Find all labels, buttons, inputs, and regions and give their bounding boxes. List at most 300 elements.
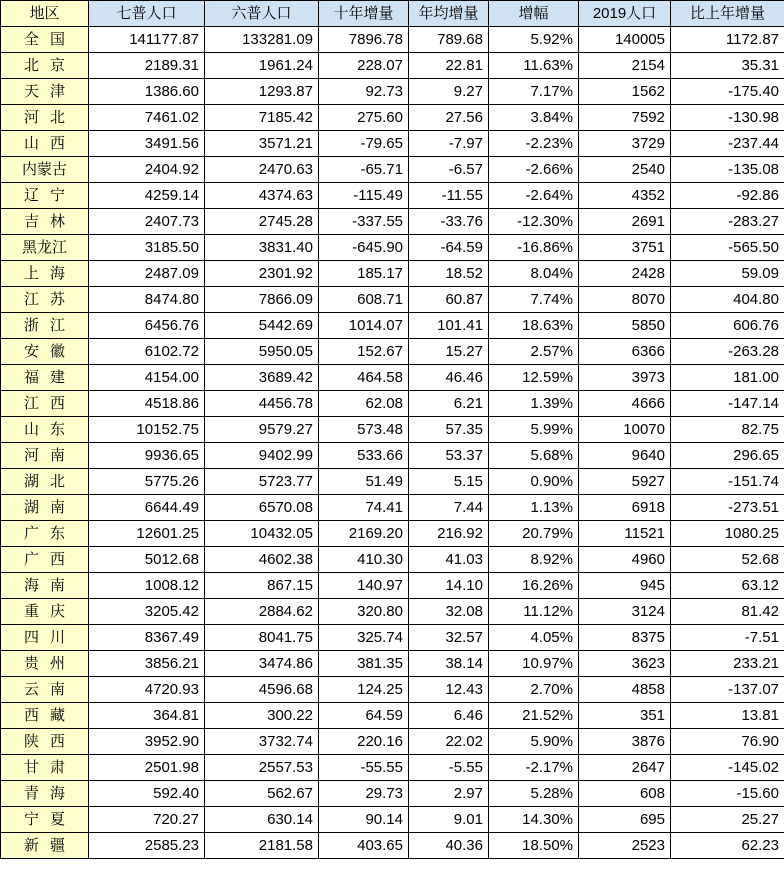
cell-census6: 4456.78 xyxy=(205,391,319,417)
cell-census6: 9579.27 xyxy=(205,417,319,443)
table-row xyxy=(1,27,784,53)
cell-ten-year-increase: 90.14 xyxy=(319,807,409,833)
cell-census6: 133281.09 xyxy=(205,27,319,53)
cell-growth-rate: 21.52% xyxy=(489,703,579,729)
cell-population-2019: 3876 xyxy=(579,729,671,755)
cell-growth-rate: -16.86% xyxy=(489,235,579,261)
region-name-cell xyxy=(1,209,89,235)
cell-ten-year-increase: 1014.07 xyxy=(319,313,409,339)
table-row xyxy=(1,521,784,547)
cell-increase-over-last-year: 63.12 xyxy=(671,573,784,599)
cell-annual-average-increase: 5.15 xyxy=(409,469,489,495)
cell-census6: 7185.42 xyxy=(205,105,319,131)
region-name-cell xyxy=(1,703,89,729)
region-name-text: 福 建 xyxy=(24,369,65,386)
cell-annual-average-increase: -5.55 xyxy=(409,755,489,781)
region-name-text: 浙 江 xyxy=(24,317,65,334)
cell-growth-rate: 20.79% xyxy=(489,521,579,547)
table-row xyxy=(1,833,784,859)
cell-increase-over-last-year: -137.07 xyxy=(671,677,784,703)
region-name-cell xyxy=(1,79,89,105)
table-row xyxy=(1,261,784,287)
cell-annual-average-increase: 9.01 xyxy=(409,807,489,833)
cell-ten-year-increase: -115.49 xyxy=(319,183,409,209)
column-header-growth-rate: 增幅 xyxy=(489,1,579,27)
cell-census7: 12601.25 xyxy=(89,521,205,547)
region-name-cell xyxy=(1,391,89,417)
cell-increase-over-last-year: -145.02 xyxy=(671,755,784,781)
region-name-cell xyxy=(1,53,89,79)
cell-population-2019: 5850 xyxy=(579,313,671,339)
cell-annual-average-increase: 6.46 xyxy=(409,703,489,729)
cell-growth-rate: 5.28% xyxy=(489,781,579,807)
cell-increase-over-last-year: 59.09 xyxy=(671,261,784,287)
region-name-text: 黑龙江 xyxy=(22,239,68,256)
cell-census6: 867.15 xyxy=(205,573,319,599)
cell-annual-average-increase: 18.52 xyxy=(409,261,489,287)
cell-census6: 2745.28 xyxy=(205,209,319,235)
region-name-cell xyxy=(1,599,89,625)
cell-ten-year-increase: 152.67 xyxy=(319,339,409,365)
cell-population-2019: 3623 xyxy=(579,651,671,677)
cell-ten-year-increase: -65.71 xyxy=(319,157,409,183)
cell-annual-average-increase: 27.56 xyxy=(409,105,489,131)
table-row xyxy=(1,495,784,521)
cell-growth-rate: 11.63% xyxy=(489,53,579,79)
table-row xyxy=(1,365,784,391)
cell-annual-average-increase: -6.57 xyxy=(409,157,489,183)
cell-increase-over-last-year: 76.90 xyxy=(671,729,784,755)
table-row xyxy=(1,443,784,469)
region-name-text: 河 北 xyxy=(24,109,65,126)
cell-ten-year-increase: 64.59 xyxy=(319,703,409,729)
table-row xyxy=(1,417,784,443)
column-header-census7: 七普人口 xyxy=(89,1,205,27)
region-name-text: 宁 夏 xyxy=(24,811,65,828)
cell-increase-over-last-year: -263.28 xyxy=(671,339,784,365)
cell-increase-over-last-year: -273.51 xyxy=(671,495,784,521)
cell-annual-average-increase: 14.10 xyxy=(409,573,489,599)
cell-census6: 4602.38 xyxy=(205,547,319,573)
region-name-cell xyxy=(1,729,89,755)
cell-ten-year-increase: 62.08 xyxy=(319,391,409,417)
cell-annual-average-increase: -33.76 xyxy=(409,209,489,235)
cell-annual-average-increase: 22.81 xyxy=(409,53,489,79)
cell-census7: 7461.02 xyxy=(89,105,205,131)
cell-census7: 6456.76 xyxy=(89,313,205,339)
cell-ten-year-increase: 403.65 xyxy=(319,833,409,859)
region-name-text: 新 疆 xyxy=(24,837,65,854)
region-name-text: 辽 宁 xyxy=(24,187,65,204)
cell-population-2019: 3124 xyxy=(579,599,671,625)
cell-ten-year-increase: 51.49 xyxy=(319,469,409,495)
cell-annual-average-increase: 32.57 xyxy=(409,625,489,651)
cell-growth-rate: -2.23% xyxy=(489,131,579,157)
cell-ten-year-increase: -337.55 xyxy=(319,209,409,235)
table-row xyxy=(1,339,784,365)
cell-annual-average-increase: 41.03 xyxy=(409,547,489,573)
cell-growth-rate: 1.39% xyxy=(489,391,579,417)
region-name-text: 天 津 xyxy=(24,83,65,100)
cell-growth-rate: 8.04% xyxy=(489,261,579,287)
cell-population-2019: 8375 xyxy=(579,625,671,651)
cell-census7: 2501.98 xyxy=(89,755,205,781)
region-name-text: 内蒙古 xyxy=(22,161,68,178)
cell-annual-average-increase: 7.44 xyxy=(409,495,489,521)
cell-growth-rate: 5.92% xyxy=(489,27,579,53)
cell-ten-year-increase: 275.60 xyxy=(319,105,409,131)
region-name-text: 云 南 xyxy=(24,681,65,698)
cell-annual-average-increase: 22.02 xyxy=(409,729,489,755)
table-body xyxy=(1,27,784,859)
cell-growth-rate: 11.12% xyxy=(489,599,579,625)
cell-census7: 592.40 xyxy=(89,781,205,807)
table-row xyxy=(1,313,784,339)
cell-population-2019: 351 xyxy=(579,703,671,729)
cell-increase-over-last-year: -135.08 xyxy=(671,157,784,183)
region-name-text: 贵 州 xyxy=(24,655,65,672)
column-header-annual-average-increase: 年均增量 xyxy=(409,1,489,27)
cell-growth-rate: -2.17% xyxy=(489,755,579,781)
cell-census6: 4596.68 xyxy=(205,677,319,703)
cell-ten-year-increase: 325.74 xyxy=(319,625,409,651)
table-row xyxy=(1,573,784,599)
table-row xyxy=(1,651,784,677)
cell-census7: 3491.56 xyxy=(89,131,205,157)
cell-growth-rate: 18.50% xyxy=(489,833,579,859)
cell-census7: 9936.65 xyxy=(89,443,205,469)
cell-census7: 2585.23 xyxy=(89,833,205,859)
cell-ten-year-increase: 381.35 xyxy=(319,651,409,677)
region-name-cell xyxy=(1,833,89,859)
cell-annual-average-increase: 216.92 xyxy=(409,521,489,547)
cell-increase-over-last-year: 181.00 xyxy=(671,365,784,391)
column-header-increase-over-last-year: 比上年增量 xyxy=(671,1,784,27)
region-name-cell xyxy=(1,235,89,261)
cell-annual-average-increase: -64.59 xyxy=(409,235,489,261)
cell-increase-over-last-year: 52.68 xyxy=(671,547,784,573)
cell-census6: 300.22 xyxy=(205,703,319,729)
cell-ten-year-increase: -55.55 xyxy=(319,755,409,781)
cell-increase-over-last-year: 35.31 xyxy=(671,53,784,79)
cell-annual-average-increase: 789.68 xyxy=(409,27,489,53)
cell-population-2019: 3751 xyxy=(579,235,671,261)
cell-annual-average-increase: 9.27 xyxy=(409,79,489,105)
table-row xyxy=(1,807,784,833)
cell-growth-rate: 7.17% xyxy=(489,79,579,105)
cell-increase-over-last-year: -130.98 xyxy=(671,105,784,131)
cell-growth-rate: -2.66% xyxy=(489,157,579,183)
cell-census7: 3205.42 xyxy=(89,599,205,625)
cell-census7: 720.27 xyxy=(89,807,205,833)
region-name-cell xyxy=(1,547,89,573)
table-row xyxy=(1,235,784,261)
cell-growth-rate: 18.63% xyxy=(489,313,579,339)
cell-census6: 4374.63 xyxy=(205,183,319,209)
cell-census6: 2470.63 xyxy=(205,157,319,183)
cell-census6: 7866.09 xyxy=(205,287,319,313)
cell-ten-year-increase: 220.16 xyxy=(319,729,409,755)
cell-census7: 5012.68 xyxy=(89,547,205,573)
cell-increase-over-last-year: -7.51 xyxy=(671,625,784,651)
cell-census7: 2404.92 xyxy=(89,157,205,183)
table-row xyxy=(1,391,784,417)
cell-growth-rate: 12.59% xyxy=(489,365,579,391)
cell-population-2019: 5927 xyxy=(579,469,671,495)
table-row xyxy=(1,625,784,651)
cell-population-2019: 3729 xyxy=(579,131,671,157)
cell-growth-rate: 10.97% xyxy=(489,651,579,677)
cell-increase-over-last-year: 606.76 xyxy=(671,313,784,339)
table-row xyxy=(1,209,784,235)
cell-increase-over-last-year: 82.75 xyxy=(671,417,784,443)
cell-population-2019: 4960 xyxy=(579,547,671,573)
cell-ten-year-increase: 140.97 xyxy=(319,573,409,599)
cell-annual-average-increase: -7.97 xyxy=(409,131,489,157)
column-header-census6: 六普人口 xyxy=(205,1,319,27)
cell-census6: 5442.69 xyxy=(205,313,319,339)
cell-growth-rate: 4.05% xyxy=(489,625,579,651)
region-name-cell xyxy=(1,417,89,443)
region-name-cell xyxy=(1,287,89,313)
cell-annual-average-increase: 6.21 xyxy=(409,391,489,417)
cell-census6: 3571.21 xyxy=(205,131,319,157)
cell-census6: 630.14 xyxy=(205,807,319,833)
cell-increase-over-last-year: 296.65 xyxy=(671,443,784,469)
region-name-text: 湖 南 xyxy=(24,499,65,516)
cell-ten-year-increase: 185.17 xyxy=(319,261,409,287)
table-row xyxy=(1,287,784,313)
cell-census7: 3952.90 xyxy=(89,729,205,755)
cell-ten-year-increase: 410.30 xyxy=(319,547,409,573)
region-name-cell xyxy=(1,131,89,157)
cell-increase-over-last-year: 1172.87 xyxy=(671,27,784,53)
region-name-cell xyxy=(1,495,89,521)
cell-growth-rate: 1.13% xyxy=(489,495,579,521)
cell-census7: 6102.72 xyxy=(89,339,205,365)
region-name-cell xyxy=(1,469,89,495)
cell-growth-rate: 7.74% xyxy=(489,287,579,313)
cell-ten-year-increase: 29.73 xyxy=(319,781,409,807)
region-name-cell xyxy=(1,313,89,339)
cell-annual-average-increase: -11.55 xyxy=(409,183,489,209)
region-name-text: 四 川 xyxy=(24,629,65,646)
region-name-cell xyxy=(1,27,89,53)
cell-census6: 3732.74 xyxy=(205,729,319,755)
cell-ten-year-increase: 92.73 xyxy=(319,79,409,105)
region-name-cell xyxy=(1,573,89,599)
cell-census7: 8367.49 xyxy=(89,625,205,651)
cell-annual-average-increase: 2.97 xyxy=(409,781,489,807)
region-name-cell xyxy=(1,105,89,131)
cell-census7: 3856.21 xyxy=(89,651,205,677)
region-name-text: 全 国 xyxy=(24,31,65,48)
cell-annual-average-increase: 12.43 xyxy=(409,677,489,703)
cell-annual-average-increase: 57.35 xyxy=(409,417,489,443)
cell-increase-over-last-year: -92.86 xyxy=(671,183,784,209)
region-name-cell xyxy=(1,157,89,183)
cell-growth-rate: 5.90% xyxy=(489,729,579,755)
table-row xyxy=(1,53,784,79)
cell-growth-rate: -2.64% xyxy=(489,183,579,209)
region-name-text: 陕 西 xyxy=(24,733,65,750)
cell-ten-year-increase: -645.90 xyxy=(319,235,409,261)
cell-population-2019: 6366 xyxy=(579,339,671,365)
cell-census7: 2189.31 xyxy=(89,53,205,79)
cell-population-2019: 9640 xyxy=(579,443,671,469)
cell-population-2019: 2691 xyxy=(579,209,671,235)
region-name-text: 上 海 xyxy=(24,265,65,282)
cell-population-2019: 608 xyxy=(579,781,671,807)
cell-census7: 1008.12 xyxy=(89,573,205,599)
region-name-cell xyxy=(1,755,89,781)
cell-population-2019: 8070 xyxy=(579,287,671,313)
region-name-cell xyxy=(1,183,89,209)
cell-annual-average-increase: 38.14 xyxy=(409,651,489,677)
cell-growth-rate: -12.30% xyxy=(489,209,579,235)
cell-annual-average-increase: 46.46 xyxy=(409,365,489,391)
cell-population-2019: 4858 xyxy=(579,677,671,703)
cell-increase-over-last-year: 404.80 xyxy=(671,287,784,313)
cell-population-2019: 10070 xyxy=(579,417,671,443)
cell-increase-over-last-year: -565.50 xyxy=(671,235,784,261)
cell-census6: 2301.92 xyxy=(205,261,319,287)
cell-census7: 2407.73 xyxy=(89,209,205,235)
cell-increase-over-last-year: -237.44 xyxy=(671,131,784,157)
cell-ten-year-increase: 228.07 xyxy=(319,53,409,79)
table-header-row xyxy=(1,1,784,27)
region-name-text: 安 徽 xyxy=(24,343,65,360)
cell-population-2019: 7592 xyxy=(579,105,671,131)
cell-annual-average-increase: 40.36 xyxy=(409,833,489,859)
cell-increase-over-last-year: 62.23 xyxy=(671,833,784,859)
cell-annual-average-increase: 32.08 xyxy=(409,599,489,625)
region-name-cell xyxy=(1,261,89,287)
table-row xyxy=(1,547,784,573)
cell-growth-rate: 3.84% xyxy=(489,105,579,131)
cell-ten-year-increase: 464.58 xyxy=(319,365,409,391)
table-row xyxy=(1,729,784,755)
cell-population-2019: 6918 xyxy=(579,495,671,521)
cell-census6: 3831.40 xyxy=(205,235,319,261)
cell-census7: 10152.75 xyxy=(89,417,205,443)
table-row xyxy=(1,677,784,703)
cell-census6: 3689.42 xyxy=(205,365,319,391)
cell-census6: 8041.75 xyxy=(205,625,319,651)
table-row xyxy=(1,469,784,495)
table-row xyxy=(1,183,784,209)
cell-growth-rate: 16.26% xyxy=(489,573,579,599)
region-name-text: 山 西 xyxy=(24,135,65,152)
region-name-cell xyxy=(1,677,89,703)
cell-census6: 1961.24 xyxy=(205,53,319,79)
cell-population-2019: 140005 xyxy=(579,27,671,53)
cell-census6: 3474.86 xyxy=(205,651,319,677)
cell-increase-over-last-year: 1080.25 xyxy=(671,521,784,547)
cell-increase-over-last-year: 13.81 xyxy=(671,703,784,729)
cell-population-2019: 3973 xyxy=(579,365,671,391)
cell-ten-year-increase: 2169.20 xyxy=(319,521,409,547)
cell-census6: 2557.53 xyxy=(205,755,319,781)
cell-census6: 9402.99 xyxy=(205,443,319,469)
cell-increase-over-last-year: -151.74 xyxy=(671,469,784,495)
region-name-cell xyxy=(1,443,89,469)
table-row xyxy=(1,781,784,807)
cell-annual-average-increase: 101.41 xyxy=(409,313,489,339)
cell-census7: 6644.49 xyxy=(89,495,205,521)
cell-growth-rate: 5.68% xyxy=(489,443,579,469)
cell-increase-over-last-year: -175.40 xyxy=(671,79,784,105)
cell-ten-year-increase: 74.41 xyxy=(319,495,409,521)
table-row xyxy=(1,157,784,183)
cell-ten-year-increase: -79.65 xyxy=(319,131,409,157)
cell-census6: 5950.05 xyxy=(205,339,319,365)
cell-increase-over-last-year: -15.60 xyxy=(671,781,784,807)
region-name-text: 甘 肃 xyxy=(24,759,65,776)
region-name-text: 吉 林 xyxy=(24,213,65,230)
cell-annual-average-increase: 53.37 xyxy=(409,443,489,469)
cell-ten-year-increase: 320.80 xyxy=(319,599,409,625)
region-name-cell xyxy=(1,365,89,391)
cell-census7: 8474.80 xyxy=(89,287,205,313)
cell-census6: 2884.62 xyxy=(205,599,319,625)
cell-population-2019: 4352 xyxy=(579,183,671,209)
cell-census7: 364.81 xyxy=(89,703,205,729)
cell-census6: 1293.87 xyxy=(205,79,319,105)
cell-increase-over-last-year: 81.42 xyxy=(671,599,784,625)
region-name-text: 北 京 xyxy=(24,57,65,74)
cell-population-2019: 1562 xyxy=(579,79,671,105)
column-header-ten-year-increase: 十年增量 xyxy=(319,1,409,27)
region-name-text: 河 南 xyxy=(24,447,65,464)
cell-census7: 2487.09 xyxy=(89,261,205,287)
cell-census7: 3185.50 xyxy=(89,235,205,261)
cell-population-2019: 2154 xyxy=(579,53,671,79)
cell-census6: 6570.08 xyxy=(205,495,319,521)
cell-census7: 4259.14 xyxy=(89,183,205,209)
region-name-cell xyxy=(1,807,89,833)
region-name-cell xyxy=(1,651,89,677)
region-name-text: 江 苏 xyxy=(24,291,65,308)
cell-census6: 562.67 xyxy=(205,781,319,807)
cell-ten-year-increase: 124.25 xyxy=(319,677,409,703)
cell-growth-rate: 5.99% xyxy=(489,417,579,443)
region-name-text: 广 西 xyxy=(24,551,65,568)
cell-increase-over-last-year: 233.21 xyxy=(671,651,784,677)
cell-census7: 4720.93 xyxy=(89,677,205,703)
region-name-text: 青 海 xyxy=(24,785,65,802)
region-name-cell xyxy=(1,339,89,365)
cell-ten-year-increase: 608.71 xyxy=(319,287,409,313)
cell-ten-year-increase: 533.66 xyxy=(319,443,409,469)
cell-increase-over-last-year: 25.27 xyxy=(671,807,784,833)
region-name-cell xyxy=(1,781,89,807)
region-name-text: 西 藏 xyxy=(24,707,65,724)
cell-census6: 5723.77 xyxy=(205,469,319,495)
cell-population-2019: 2523 xyxy=(579,833,671,859)
cell-ten-year-increase: 7896.78 xyxy=(319,27,409,53)
region-name-text: 重 庆 xyxy=(24,603,65,620)
table-row xyxy=(1,105,784,131)
cell-population-2019: 2647 xyxy=(579,755,671,781)
cell-census7: 4154.00 xyxy=(89,365,205,391)
cell-growth-rate: 8.92% xyxy=(489,547,579,573)
region-name-cell xyxy=(1,625,89,651)
cell-ten-year-increase: 573.48 xyxy=(319,417,409,443)
cell-increase-over-last-year: -283.27 xyxy=(671,209,784,235)
cell-increase-over-last-year: -147.14 xyxy=(671,391,784,417)
region-name-cell xyxy=(1,521,89,547)
